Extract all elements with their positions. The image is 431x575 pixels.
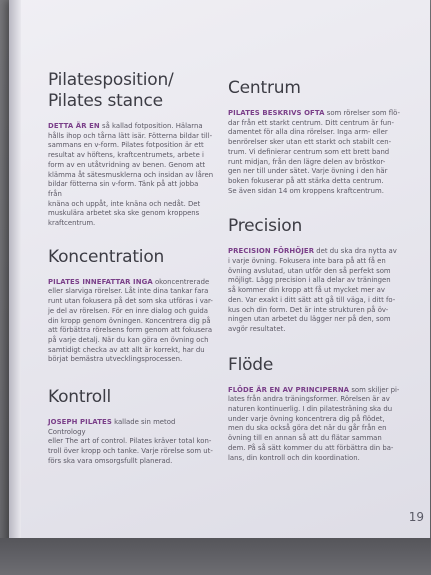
body-line: i varje övning. Fokusera inte bara på att få en [228,257,386,266]
section-body [228,109,404,196]
body-line: form av en utåtvridning av benen. Genom att [48,160,206,169]
body-line: trum. Vi definierar centrum som ett brett band [228,147,390,156]
left-column [48,70,214,481]
page-number: 19 [408,510,424,524]
lead-in: DETTA ÄR EN [48,122,100,130]
lead-in: FLÖDE ÄR EN AV PRINCIPERNA [228,385,350,394]
lead-in: PRECISION FÖRHÖJER [228,247,315,256]
body-line: damentet för alla dina rörelser. Inga arm- eller [228,128,388,137]
body-line: din kropp genom övningen. Koncentrera dig på [48,316,211,325]
body-line: resultat av höftens, kraftcentrumets, arbete i [48,151,204,160]
body-line: je del av rörelsen. För en inre dialog och guida [48,306,209,315]
section-kontroll [48,387,214,467]
body-line: lans, din kontroll och din koordination. [228,453,360,462]
section-body [48,122,214,229]
body-line: sammans en v-form. Pilates fotposition är ett [48,141,204,150]
lead-in: JOSEPH PILATES [48,418,112,427]
section-heading: Precision [228,216,303,237]
section-heading: Flöde [228,354,274,375]
body-line: som skiljer pi- [349,385,400,394]
body-line: lates från andra träningsformer. Rörelsen är av [228,395,390,404]
body-line: hålls ihop och tårna lätt isär. Fötterna bildar till- [48,131,213,140]
lead-in: PILATES BESKRIVS OFTA [228,109,325,117]
body-line: benrörelser sker utan ett starkt och stabilt cen- [228,138,392,147]
heading-line: Pilates stance [48,91,163,111]
body-line: kallade sin metod Contrology [48,418,176,436]
body-line: samtidigt checka av att allt är korrekt, har du [48,345,205,354]
heading-line: Pilatesposition/ [48,70,174,90]
body-line: muskulära arbetet ska ske genom kroppens [48,209,200,218]
body-line: övning avslutad, utan utför den så perfekt som [228,266,391,275]
body-line: Se även sidan 14 om kroppens kraftcentrum. [228,186,384,195]
right-column [228,78,404,477]
section-body [48,278,214,365]
section-heading [48,70,214,112]
section-koncentration [48,247,214,365]
section-body [228,386,404,464]
section-body [228,247,404,334]
body-line: avgör resultatet. [228,324,286,333]
body-line: under varje övning koncentrera dig på flödet, [228,414,385,423]
body-line: så kommer din kropp att få ut mycket mer av [228,286,385,295]
body-line: naturen kontinuerlig. I din pilatesträning ska du [228,405,393,414]
section-heading: Centrum [228,78,301,98]
body-line: som rörelser som flö- [324,109,400,117]
page-gutter [9,0,21,546]
section-precision [228,216,404,334]
body-line: dem. På så sätt kommer du att förbättra din ba- [228,443,394,452]
body-line: runt utan fokusera på det som ska utföras i var- [48,297,213,306]
section-body [48,418,214,467]
body-line: knäna och uppåt, inte knäna och nedåt. Det [48,199,201,208]
body-line: övning till en annan så att du flätar samman [228,434,382,443]
body-line: dar från ett starkt centrum. Ditt centrum är fun- [228,118,395,127]
body-line: kus och din form. Det är inte strukturen på öv- [228,305,389,314]
body-line: ningen utan arbetet du lägger ner på den, som [228,315,391,324]
table-surface [0,538,431,575]
body-line: okoncentrerade [152,277,210,286]
lead-in: PILATES INNEFATTAR INGA [48,277,153,286]
body-line: börjat bemästra utvecklingsprocessen. [48,355,183,364]
body-line: troll över kropp och tanke. Varje rörelse som ut- [48,447,213,456]
body-line: att förbättra rörelsens form genom att fokusera [48,326,213,335]
body-line: boken fokuserar på att stärka detta centrum. [228,176,384,185]
body-line: möjligt. Lägg precision i alla delar av träningen [228,276,391,285]
body-line: runt midjan, från den lägre delen av bröstkor- [228,157,386,166]
section-pilatesposition [48,70,214,229]
body-line: förs ska vara omsorgsfullt planerad. [48,456,173,465]
body-line: eller The art of control. Pilates kräver total kon- [48,437,212,446]
body-line: bildar fötterna sin v-form. Tänk på att jobba från [48,180,199,198]
body-line: gen ner till under sätet. Varje övning i den här [228,167,388,176]
section-flode [228,355,404,464]
body-line: så kallad fotposition. Hälarna [99,122,203,130]
section-heading: Koncentration [48,246,165,267]
body-line: klämma åt sätesmusklerna och insidan av låren [48,170,214,179]
body-line: på varje detalj. När du kan göra en övning och [48,335,209,344]
section-centrum [228,78,404,196]
body-line: kraftcentrum. [48,219,96,228]
body-line: den. Var exakt i ditt sätt att gå till väga, i ditt fo- [228,295,396,304]
body-line: det du ska dra nytta av [314,247,397,256]
section-heading: Kontroll [48,387,112,408]
body-line: eller slarviga rörelser. Låt inte dina tankar fara [48,287,209,296]
body-line: men du ska också göra det när du går från en [228,424,387,433]
